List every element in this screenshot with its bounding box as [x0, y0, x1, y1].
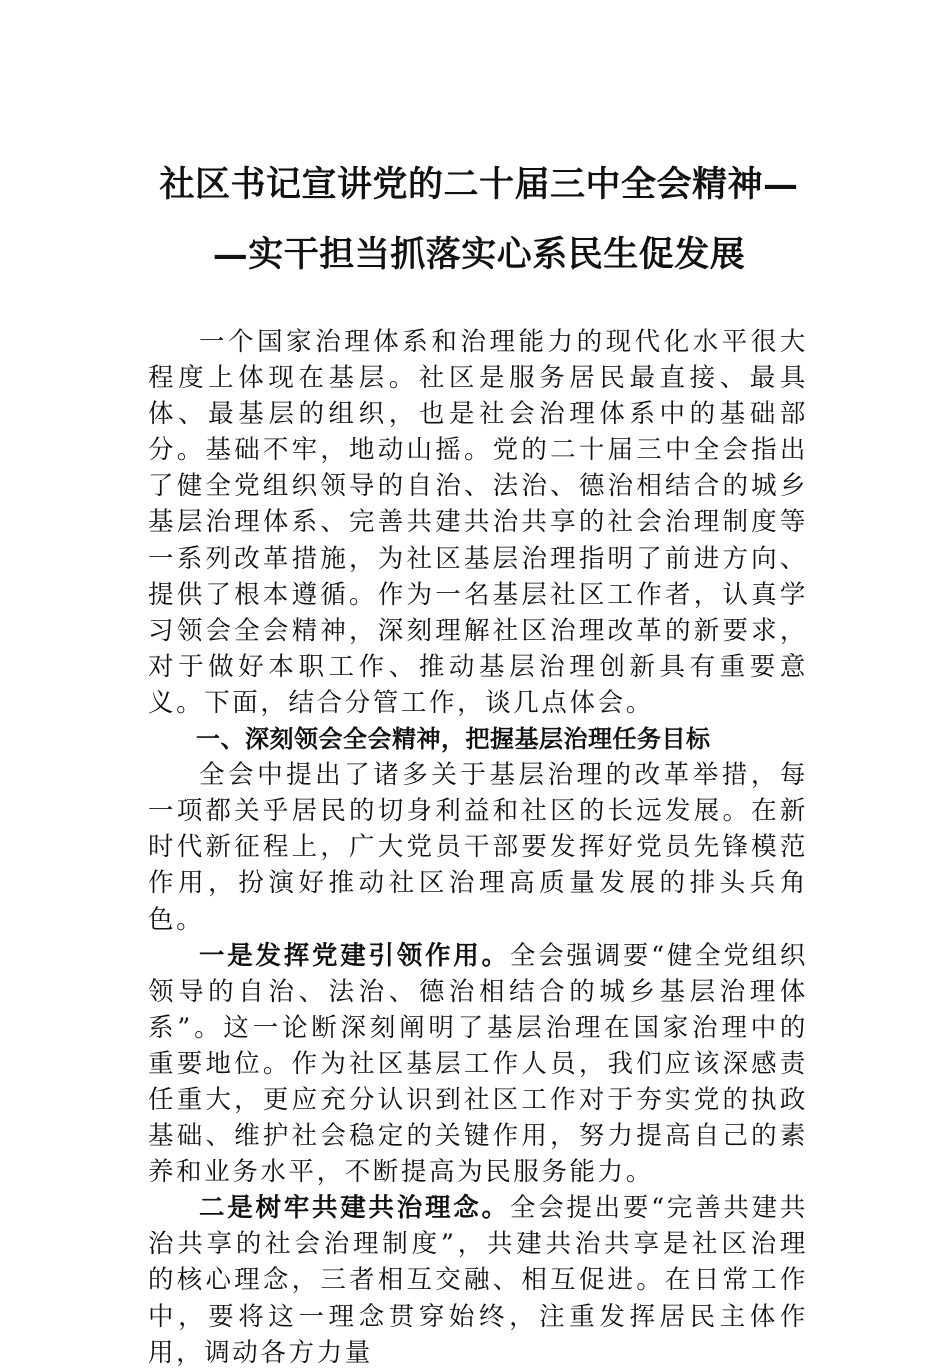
- paragraph-point-1: [148, 938, 808, 1191]
- point-2-text: 全会提出要“完善共建共治共享的社会治理制度”，共建共治共享是社区治理的核心理念，三者相互交融、相互促进。在日常工作中，要将这一理念贯穿始终，注重发挥居民主体作用，调动各方力量: [148, 1193, 808, 1368]
- paragraph-section-1-intro: 全会中提出了诸多关于基层治理的改革举措，每一项都关乎居民的切身利益和社区的长远发展。在新时代新征程上，广大党员干部要发挥好党员先锋模范作用，扮演好推动社区治理高质量发展的排头兵角色。: [148, 760, 808, 935]
- point-1-text: 全会强调要“健全党组织领导的自治、法治、德治相结合的城乡基层治理体系”。这一论断深刻阐明了基层治理在国家治理中的重要地位。作为社区基层工作人员，我们应该深感责任重大，更应充分认识到社区工作对于夯实党的执政基础、维护社会稳定的关键作用，努力提高自己的素养和业务水平，不断提高为民服务能力。: [148, 940, 808, 1188]
- section-heading-1: 一、深刻领会全会精神，把握基层治理任务目标: [196, 725, 711, 754]
- document-body: [148, 324, 808, 1371]
- paragraph-intro: 一个国家治理体系和治理能力的现代化水平很大程度上体现在基层。社区是服务居民最直接、最具体、最基层的组织，也是社会治理体系中的基础部分。基础不牢，地动山摇。党的二十届三中全会指出了健全党组织领导的自治、法治、德治相结合的城乡基层治理体系、完善共建共治共享的社会治理制度等一系列改革措施，为社区基层治理指明了前进方向、提供了根本遵循。作为一名基层社区工作者，认真学习领会全会精神，深刻理解社区治理改革的新要求，对于做好本职工作、推动基层治理创新具有重要意义。下面，结合分管工作，谈几点体会。: [148, 327, 808, 718]
- document-title-line-1: 社区书记宣讲党的二十届三中全会精神—: [159, 164, 799, 205]
- point-2-lead: 二是树牢共建共治理念。: [199, 1193, 510, 1224]
- document-title-line-2: —实干担当抓落实心系民生促发展: [212, 234, 746, 275]
- point-1-lead: 一是发挥党建引领作用。: [199, 940, 510, 971]
